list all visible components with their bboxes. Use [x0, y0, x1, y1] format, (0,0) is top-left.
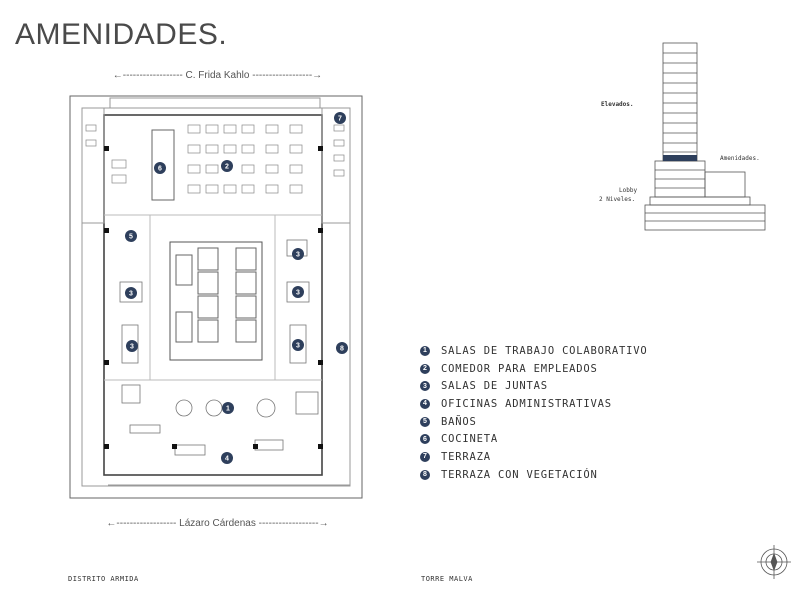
tower-elevation: [645, 43, 765, 230]
footer-right: TORRE MALVA: [421, 575, 473, 583]
tower-lobby-sub: 2 Niveles.: [599, 196, 636, 203]
legend-item: [420, 413, 648, 431]
street-name-top: C. Frida Kahlo: [185, 70, 250, 81]
legend-item: [420, 360, 648, 378]
map-marker-3c: [292, 286, 304, 298]
map-marker-3e: [292, 339, 304, 351]
legend-number: 8: [420, 470, 430, 480]
legend-number: 3: [420, 381, 430, 391]
arrow-left-icon: ←------------------: [106, 518, 177, 529]
legend-item: [420, 377, 648, 395]
map-marker-8: [336, 342, 348, 354]
svg-text:3: 3: [130, 343, 134, 351]
tower-top-label: Elevados.: [601, 101, 634, 108]
floor-plan: [70, 96, 362, 498]
legend-label: TERRAZA: [441, 450, 491, 463]
svg-text:4: 4: [225, 455, 229, 463]
legend-label: COMEDOR PARA EMPLEADOS: [441, 362, 598, 375]
legend-number: 1: [420, 346, 430, 356]
legend-item: [420, 395, 648, 413]
svg-text:6: 6: [158, 165, 162, 173]
legend-item: [420, 430, 648, 448]
arrow-left-icon: ←------------------: [112, 70, 183, 81]
legend-label: SALAS DE JUNTAS: [441, 380, 548, 393]
map-marker-7: [334, 112, 346, 124]
svg-text:1: 1: [226, 405, 230, 413]
legend-number: 2: [420, 364, 430, 374]
svg-text:3: 3: [129, 290, 133, 298]
legend: [420, 342, 648, 484]
legend-number: 5: [420, 417, 430, 427]
map-marker-3b: [125, 287, 137, 299]
meeting-tables: [120, 240, 309, 363]
legend-label: BAÑOS: [441, 415, 477, 428]
svg-text:7: 7: [338, 115, 342, 123]
arrow-right-icon: ------------------→: [258, 518, 329, 529]
map-marker-1: [222, 402, 234, 414]
legend-item: [420, 466, 648, 484]
legend-label: COCINETA: [441, 433, 498, 446]
map-marker-3d: [126, 340, 138, 352]
arrow-right-icon: ------------------→: [252, 70, 323, 81]
legend-number: 7: [420, 452, 430, 462]
legend-item: [420, 448, 648, 466]
svg-text:3: 3: [296, 289, 300, 297]
compass-rose-icon: [757, 545, 791, 579]
map-marker-4: [221, 452, 233, 464]
amenidades-level-highlight: [663, 155, 697, 161]
dining-tables: [86, 125, 344, 193]
page-title: AMENIDADES.: [15, 18, 228, 51]
legend-label: SALAS DE TRABAJO COLABORATIVO: [441, 344, 648, 357]
legend-label: TERRAZA CON VEGETACIÓN: [441, 468, 598, 481]
map-marker-3a: [292, 248, 304, 260]
map-marker-5: [125, 230, 137, 242]
svg-text:3: 3: [296, 342, 300, 350]
legend-number: 4: [420, 399, 430, 409]
legend-label: OFICINAS ADMINISTRATIVAS: [441, 397, 612, 410]
legend-number: 6: [420, 434, 430, 444]
legend-item: [420, 342, 648, 360]
svg-text:3: 3: [296, 251, 300, 259]
svg-text:2: 2: [225, 163, 229, 171]
tower-amenidades-label: Amenidades.: [720, 155, 760, 162]
street-name-bottom: Lázaro Cárdenas: [179, 518, 256, 529]
map-marker-6: [154, 162, 166, 174]
svg-text:8: 8: [340, 345, 344, 353]
footer-left: DISTRITO ARMIDA: [68, 575, 139, 583]
svg-text:5: 5: [129, 233, 133, 241]
tower-lobby-label: Lobby: [619, 187, 638, 194]
map-marker-2: [221, 160, 233, 172]
lounge-furniture: [122, 385, 318, 455]
